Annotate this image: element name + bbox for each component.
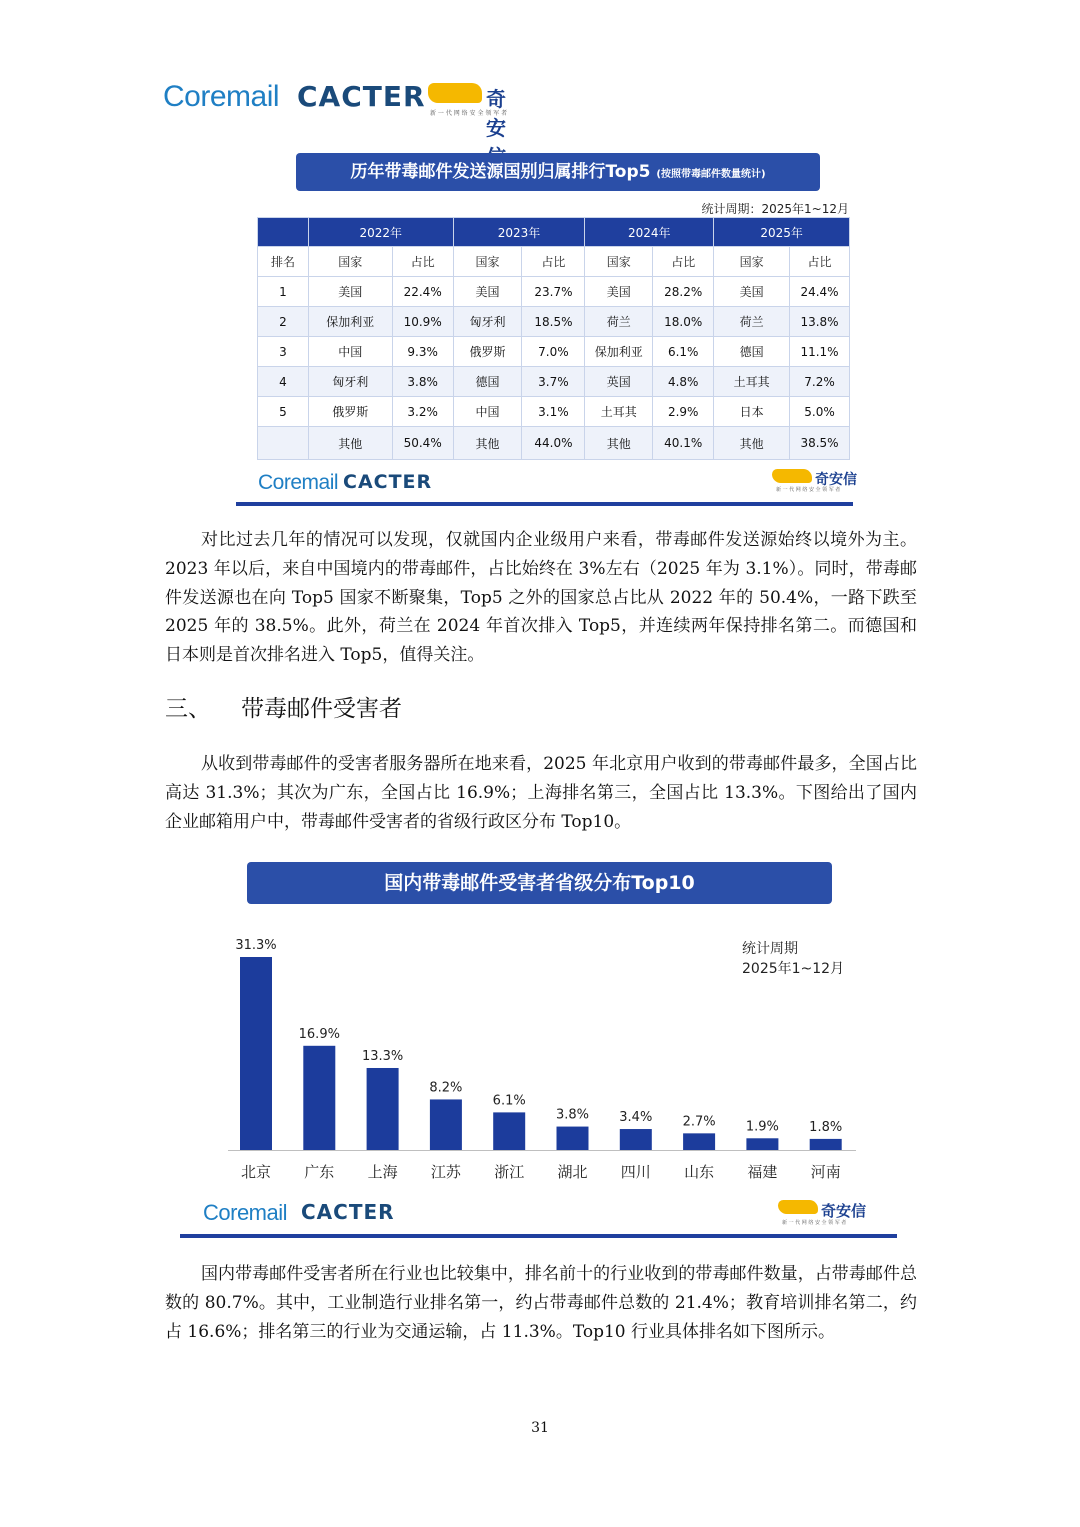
column-header-country: 国家	[714, 247, 790, 277]
qianxin-name: 奇安	[486, 87, 506, 140]
data-label: 13.3%	[361, 1048, 404, 1064]
country-cell: 其他	[585, 427, 653, 460]
share-cell: 28.2%	[653, 277, 714, 307]
figure1-period: 统计周期：2025年1~12月	[701, 202, 849, 216]
figure2-qianxin-mark-icon	[778, 1200, 818, 1214]
figure2-period-range: 2025年1~12月	[742, 961, 845, 977]
category-label: 湖北	[557, 1163, 588, 1181]
bar	[746, 1138, 778, 1150]
category-label: 北京	[240, 1163, 272, 1181]
category-label: 福建	[747, 1163, 778, 1181]
figure2-footer-rule	[180, 1234, 897, 1238]
figure2-coremail-logo: Coremail	[203, 1200, 288, 1225]
bar	[557, 1127, 589, 1150]
share-cell: 2.9%	[653, 397, 714, 427]
rank-cell: 1	[258, 277, 309, 307]
category-label: 上海	[367, 1163, 398, 1181]
country-cell: 美国	[453, 277, 522, 307]
year-header: 2022年	[308, 218, 453, 247]
category-label: 山东	[684, 1163, 715, 1181]
share-cell: 3.8%	[392, 367, 453, 397]
bar	[367, 1068, 399, 1150]
category-label: 浙江	[494, 1163, 525, 1181]
bar	[303, 1046, 335, 1150]
figure2-cacter-logo: CACTER	[301, 1200, 395, 1224]
share-cell: 5.0%	[790, 397, 850, 427]
qianxin-slogan: 新 一 代 网 络 安 全 领 军 者	[430, 110, 508, 117]
category-label: 四川	[620, 1163, 651, 1181]
country-cell: 土耳其	[714, 367, 790, 397]
figure1-cacter-logo: CACTER	[343, 471, 433, 493]
country-cell: 土耳其	[585, 397, 653, 427]
year-header: 2025年	[714, 218, 850, 247]
figure1-title-note: (按照带毒邮件数量统计)	[656, 169, 766, 180]
column-header-rank: 排名	[258, 247, 309, 277]
data-label: 31.3%	[235, 938, 277, 953]
country-cell: 中国	[453, 397, 522, 427]
share-cell: 24.4%	[790, 277, 850, 307]
year-header: 2024年	[585, 218, 714, 247]
column-header-share: 占比	[653, 247, 714, 277]
country-cell: 日本	[714, 397, 790, 427]
figure2-title-banner: 国内带毒邮件受害者省级分布Top10	[247, 862, 832, 904]
country-cell: 保加利亚	[585, 337, 653, 367]
bar	[810, 1139, 842, 1150]
section-title: 带毒邮件受害者	[241, 696, 402, 722]
figure1-title: 历年带毒邮件发送源国别归属排行Top5	[350, 162, 651, 182]
page-number: 31	[531, 1420, 549, 1436]
cacter-logo: CACTER	[297, 80, 426, 113]
country-cell: 匈牙利	[453, 307, 522, 337]
share-cell: 13.8%	[790, 307, 850, 337]
rank-cell: 4	[258, 367, 309, 397]
share-cell: 7.0%	[522, 337, 585, 367]
country-cell: 俄罗斯	[308, 397, 392, 427]
category-label: 江苏	[430, 1163, 461, 1181]
share-cell: 3.7%	[522, 367, 585, 397]
country-cell: 其他	[714, 427, 790, 460]
share-cell: 18.5%	[522, 307, 585, 337]
country-cell: 俄罗斯	[453, 337, 522, 367]
share-cell: 4.8%	[653, 367, 714, 397]
figure1-qianxin-name: 奇安信	[815, 472, 857, 488]
share-cell: 3.2%	[392, 397, 453, 427]
country-cell: 德国	[453, 367, 522, 397]
figure2-qianxin-slogan: 新 一 代 网 络 安 全 领 军 者	[782, 1220, 847, 1226]
share-cell: 11.1%	[790, 337, 850, 367]
coremail-logo: Coremail	[163, 80, 280, 113]
figure1-qianxin-slogan: 新 一 代 网 络 安 全 领 军 者	[776, 487, 841, 493]
country-cell: 美国	[308, 277, 392, 307]
data-label: 8.2%	[429, 1080, 463, 1096]
rank-cell: 5	[258, 397, 309, 427]
bar	[240, 957, 272, 1150]
data-label: 6.1%	[492, 1093, 526, 1109]
share-cell: 40.1%	[653, 427, 714, 460]
country-cell: 其他	[453, 427, 522, 460]
bar	[430, 1099, 462, 1150]
data-label: 2.7%	[682, 1114, 716, 1130]
rank-cell: 2	[258, 307, 309, 337]
share-cell: 6.1%	[653, 337, 714, 367]
section-number: 三、	[165, 696, 211, 722]
column-header-share: 占比	[790, 247, 850, 277]
country-cell: 美国	[585, 277, 653, 307]
data-label: 16.9%	[298, 1026, 340, 1042]
share-cell: 23.7%	[522, 277, 585, 307]
paragraph-industry-analysis: 国内带毒邮件受害者所在行业也比较集中，排名前十的行业收到的带毒邮件数量，占带毒邮件总数的 80.7%。其中，工业制造行业排名第一，约占带毒邮件总数的 21.4%；教育培训排名第二，约占 16.6%；排名第三的行业为交通运输，占 11.3%。Top10 行业具体排名如下图所示。	[165, 1264, 917, 1342]
share-cell: 38.5%	[790, 427, 850, 460]
share-cell: 10.9%	[392, 307, 453, 337]
data-label: 3.8%	[555, 1107, 590, 1123]
paragraph-victim-location: 从收到带毒邮件的受害者服务器所在地来看，2025 年北京用户收到的带毒邮件最多，全国占比高达 31.3%；其次为广东，全国占比 16.9%；上海排名第三，全国占比 13.3%。下图给出了国内企业邮箱用户中，带毒邮件受害者的省级行政区分布 Top10。	[165, 754, 917, 832]
country-cell: 德国	[714, 337, 790, 367]
figure2-qianxin-name: 奇安信	[821, 1202, 867, 1220]
column-header-country: 国家	[308, 247, 392, 277]
data-label: 1.9%	[745, 1119, 779, 1135]
bar	[620, 1129, 652, 1150]
figure1-coremail-logo: Coremail	[258, 471, 339, 494]
country-cell: 中国	[308, 337, 392, 367]
category-label: 广东	[304, 1163, 335, 1181]
country-cell: 保加利亚	[308, 307, 392, 337]
share-cell: 3.1%	[522, 397, 585, 427]
country-cell: 英国	[585, 367, 653, 397]
share-cell: 50.4%	[392, 427, 453, 460]
share-cell: 7.2%	[790, 367, 850, 397]
figure2-period-label: 统计周期	[742, 941, 798, 957]
column-header-share: 占比	[392, 247, 453, 277]
share-cell: 18.0%	[653, 307, 714, 337]
paragraph-sender-analysis: 对比过去几年的情况可以发现，仅就国内企业级用户来看，带毒邮件发送源始终以境外为主。2023 年以后，来自中国境内的带毒邮件，占比始终在 3%左右（2025 年为 3.1%）。同时，带毒邮件发送源也在向 Top5 国家不断聚集，Top5 之外的国家总占比从 2022 年的 50.4%，一路下跌至 2025 年的 38.5%。此外，荷兰在 2024 年首次排入 Top5，并连续两年保持排名第二。而德国和日本则是首次排名进入 Top5，值得关注。	[165, 530, 917, 666]
category-label: 河南	[810, 1163, 841, 1181]
column-header-share: 占比	[522, 247, 585, 277]
rank-cell: 3	[258, 337, 309, 367]
share-cell: 9.3%	[392, 337, 453, 367]
data-label: 1.8%	[809, 1119, 843, 1135]
country-cell: 美国	[714, 277, 790, 307]
country-cell: 其他	[308, 427, 392, 460]
country-cell: 荷兰	[714, 307, 790, 337]
data-label: 3.4%	[619, 1110, 653, 1126]
country-cell: 荷兰	[585, 307, 653, 337]
bar	[683, 1133, 715, 1150]
year-header: 2023年	[453, 218, 585, 247]
bar	[493, 1112, 525, 1150]
column-header-country: 国家	[585, 247, 653, 277]
column-header-country: 国家	[453, 247, 522, 277]
country-cell: 匈牙利	[308, 367, 392, 397]
share-cell: 44.0%	[522, 427, 585, 460]
share-cell: 22.4%	[392, 277, 453, 307]
